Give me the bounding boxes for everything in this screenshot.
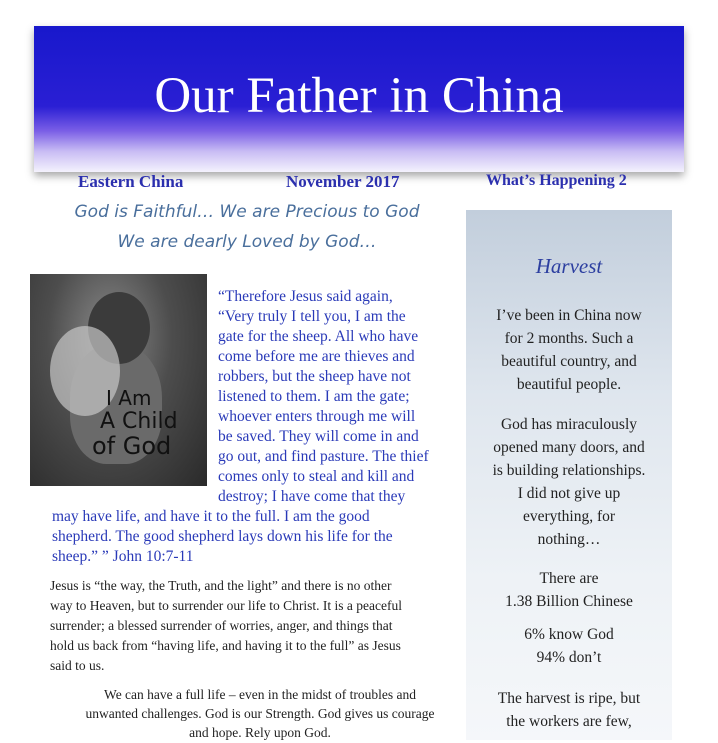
sidebar-stat: 1.38 Billion Chinese bbox=[505, 593, 633, 610]
sidebar-line: There are bbox=[539, 570, 599, 587]
body-line: hold us back from “having life, and having it to the full” as Jesus bbox=[50, 638, 401, 653]
banner-date: November 2017 bbox=[286, 172, 400, 191]
body-line: Jesus is “the way, the Truth, and the light” and there is no other bbox=[50, 578, 392, 593]
scripture-line: whoever enters through me will bbox=[218, 408, 416, 425]
sidebar-line: I did not give up bbox=[517, 485, 621, 502]
scripture-line: “Therefore Jesus said again, bbox=[218, 288, 393, 305]
caption-line-3: of God bbox=[92, 432, 172, 460]
scripture-line: comes only to steal and kill and bbox=[218, 468, 415, 485]
body-line: said to us. bbox=[50, 658, 105, 673]
sidebar-line: nothing… bbox=[537, 531, 601, 548]
jesus-child-image bbox=[30, 274, 207, 486]
banner-region: Eastern China bbox=[78, 172, 184, 191]
scripture-line: destroy; I have come that they bbox=[218, 488, 406, 505]
body-centered-line: We can have a full life – even in the midst of troubles and bbox=[104, 687, 416, 702]
scripture-line: may have life, and have it to the full. I am the good bbox=[52, 508, 370, 525]
sidebar-line: The harvest is ripe, but bbox=[497, 690, 641, 707]
caption-line-2: A Child bbox=[100, 409, 178, 434]
scripture-line: come before me are thieves and bbox=[218, 348, 415, 365]
scripture-line: go out, and find pasture. The thief bbox=[218, 448, 429, 465]
sidebar-stat: 6% know God bbox=[524, 626, 614, 643]
tagline-line-1: God is Faithful… We are Precious to God bbox=[74, 202, 420, 222]
sidebar-stat: 94% don’t bbox=[536, 649, 602, 666]
newsletter-banner bbox=[34, 26, 684, 191]
scripture-line: shepherd. The good shepherd lays down his life for the bbox=[52, 528, 393, 545]
image-caption bbox=[92, 386, 202, 458]
sidebar-line: beautiful country, and bbox=[501, 353, 637, 370]
sidebar-line: for 2 months. Such a bbox=[504, 330, 634, 347]
body-centered-line: and hope. Rely upon God. bbox=[189, 725, 331, 740]
harvest-sidebar bbox=[466, 210, 672, 740]
scripture-line: be saved. They will come in and bbox=[218, 428, 419, 445]
banner-issue: What’s Happening 2 bbox=[486, 172, 627, 189]
scripture-line: gate for the sheep. All who have bbox=[218, 328, 419, 345]
sidebar-line: I’ve been in China now bbox=[496, 307, 642, 324]
sidebar-line: God has miraculously bbox=[500, 416, 638, 433]
caption-line-1: I Am bbox=[106, 386, 152, 410]
sidebar-title: Harvest bbox=[535, 254, 603, 278]
newsletter-title: Our Father in China bbox=[154, 68, 564, 124]
scripture-line: “Very truly I tell you, I am the bbox=[218, 308, 406, 325]
scripture-line: listened to them. I am the gate; bbox=[218, 388, 410, 405]
sidebar-line: the workers are few, bbox=[506, 713, 632, 730]
sidebar-line: beautiful people. bbox=[516, 376, 622, 393]
sidebar-line: opened many doors, and bbox=[493, 439, 645, 456]
body-line: way to Heaven, but to surrender our life to Christ. It is a peaceful bbox=[50, 598, 403, 613]
scripture-line: robbers, but the sheep have not bbox=[218, 368, 411, 385]
sidebar-line: is building relationships. bbox=[492, 462, 646, 479]
sidebar-line: everything, for bbox=[522, 508, 616, 525]
tagline-line-2: We are dearly Loved by God… bbox=[117, 232, 377, 252]
scripture-citation: sheep.” ” John 10:7-11 bbox=[52, 548, 194, 565]
body-line: surrender; a blessed surrender of worries, anger, and things that bbox=[50, 618, 393, 633]
body-centered-line: unwanted challenges. God is our Strength. God gives us courage bbox=[85, 706, 435, 721]
